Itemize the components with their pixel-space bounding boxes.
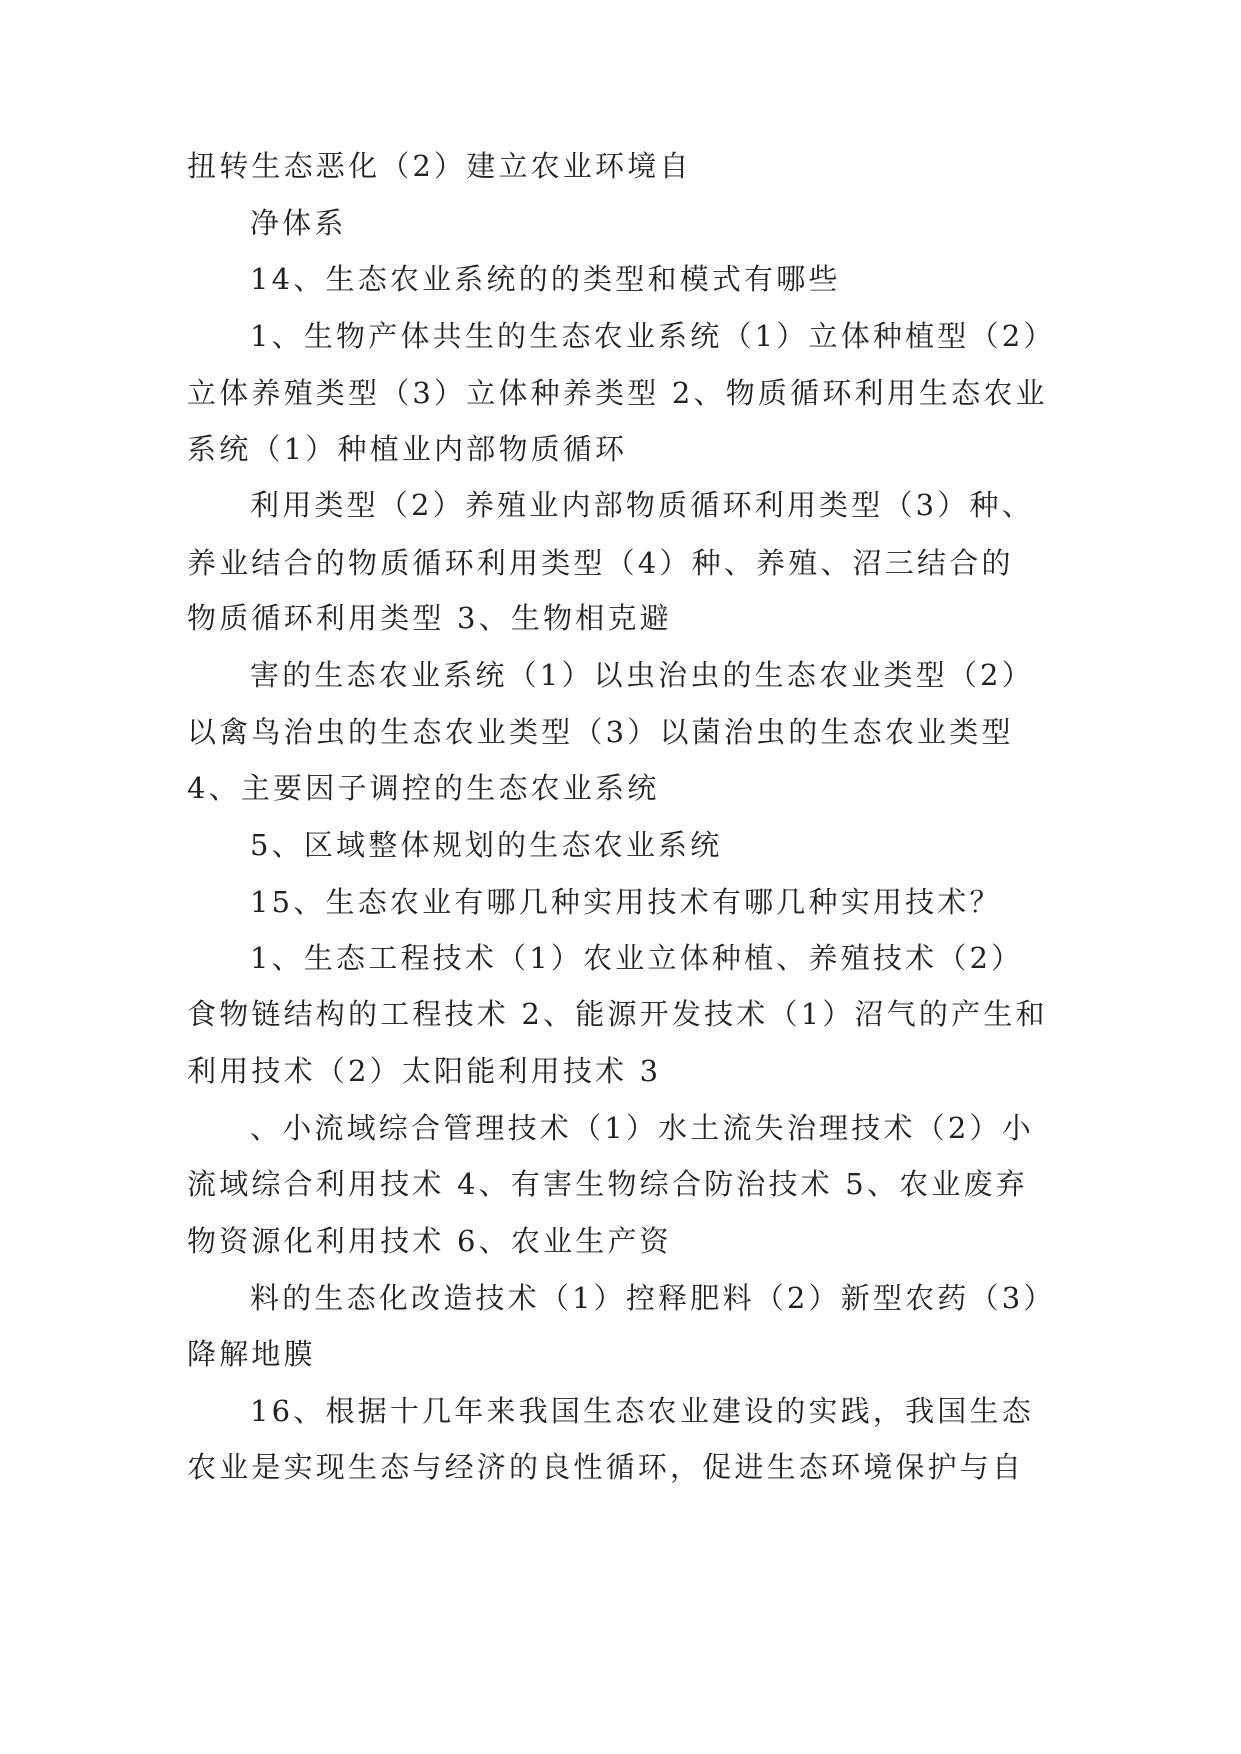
text-line: 害的生态农业系统（1）以虫治虫的生态农业类型（2） xyxy=(250,658,1034,692)
text-line: 以禽鸟治虫的生态农业类型（3）以菌治虫的生态农业类型 xyxy=(187,715,1014,749)
text-line: 1、生物产体共生的生态农业系统（1）立体种植型（2） xyxy=(250,319,1056,353)
text-line: 利用技术（2）太阳能利用技术 3 xyxy=(187,1054,662,1088)
text-line: 养业结合的物质循环利用类型（4）种、养殖、沼三结合的 xyxy=(187,546,1014,580)
text-line: 降解地膜 xyxy=(187,1337,316,1371)
text-line: 料的生态化改造技术（1）控释肥料（2）新型农药（3） xyxy=(250,1281,1056,1315)
text-line: 系统（1）种植业内部物质循环 xyxy=(187,432,628,466)
text-line: 利用类型（2）养殖业内部物质循环利用类型（3）种、 xyxy=(250,488,1034,522)
text-line: 15、生态农业有哪几种实用技术有哪几种实用技术？ xyxy=(250,885,1002,919)
text-line: 4、主要因子调控的生态农业系统 xyxy=(187,771,660,805)
text-line: 流域综合利用技术 4、有害生物综合防治技术 5、农业废弃 xyxy=(187,1167,1028,1201)
text-line: 物质循环利用类型 3、生物相克避 xyxy=(187,601,672,635)
text-line: 5、区域整体规划的生态农业系统 xyxy=(250,828,723,862)
text-line: 、小流域综合管理技术（1）水土流失治理技术（2）小 xyxy=(250,1111,1034,1145)
text-line: 立体养殖类型（3）立体种养类型 2、物质循环利用生态农业 xyxy=(187,376,1048,410)
text-line: 14、生态农业系统的的类型和模式有哪些 xyxy=(250,262,841,296)
text-line: 食物链结构的工程技术 2、能源开发技术（1）沼气的产生和 xyxy=(187,997,1048,1031)
text-line: 物资源化利用技术 6、农业生产资 xyxy=(187,1224,672,1258)
text-line: 农业是实现生态与经济的良性循环，促进生态环境保护与自 xyxy=(187,1450,1025,1484)
text-line: 扭转生态恶化（2）建立农业环境自 xyxy=(187,149,692,183)
text-line: 16、根据十几年来我国生态农业建设的实践，我国生态 xyxy=(250,1394,1034,1428)
text-line: 1、生态工程技术（1）农业立体种植、养殖技术（2） xyxy=(250,941,1024,975)
text-line: 净体系 xyxy=(250,206,347,240)
